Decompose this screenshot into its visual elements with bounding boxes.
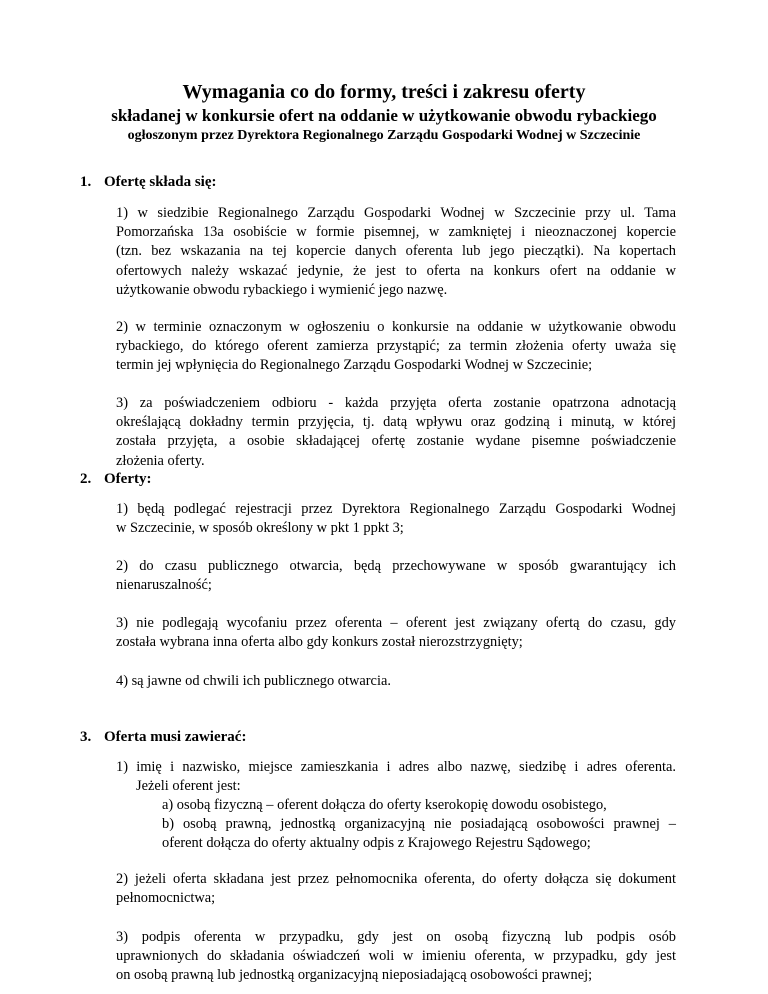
paragraph-line: ofertowych należy wskazać jedynie, że jest to oferta na konkurs ofert na oddanie w — [116, 262, 676, 279]
paragraph-line: 4) są jawne od chwili ich publicznego otwarcia. — [116, 673, 391, 689]
paragraph-line: 1) imię i nazwisko, miejsce zamieszkania i adres albo nazwę, siedzibę i adres oferenta. — [116, 759, 676, 775]
section-2-item-4 — [116, 672, 676, 691]
document-title: Wymagania co do formy, treści i zakresu oferty — [182, 81, 586, 103]
paragraph-subline: b) osobą prawną, jednostką organizacyjną nie posiadającą osobowości prawnej – — [162, 816, 676, 832]
paragraph-line: 3) za poświadczeniem odbioru - każda przyjęta oferta zostanie opatrzona adnotacją — [116, 395, 676, 411]
paragraph-line: Pomorzańska 13a osobiście w formie pisemnej, w zamkniętej i nieoznaczonej kopercie — [116, 224, 676, 241]
section-number: 1. — [80, 174, 92, 190]
paragraph-line: użytkowanie obwodu rybackiego i wymienić jego nazwę. — [116, 281, 448, 298]
section-title: Oferta musi zawierać: — [104, 729, 247, 745]
document-issuer-line: ogłoszonym przez Dyrektora Regionalnego Zarządu Gospodarki Wodnej w Szczecinie — [127, 128, 641, 143]
section-2-item-3 — [116, 614, 676, 652]
paragraph-line: rybackiego, do którego oferent zamierza przystąpić; za termin złożenia oferty uważa się — [116, 338, 676, 355]
section-3-item-2 — [116, 870, 676, 908]
section-2-item-2 — [116, 557, 676, 595]
paragraph-line: termin jej wpłynięcia do Regionalnego Zarządu Gospodarki Wodnej w Szczecinie; — [116, 357, 593, 374]
paragraph-line: została przyjęta, a osobie składającej ofertę zostanie wydane pisemne poświadczenie — [116, 433, 676, 450]
paragraph-line: (tzn. bez wskazania na tej kopercie danych oferenta lub jego pieczątki). Na kopertach — [116, 243, 676, 260]
paragraph-line: uprawnionych do składania oświadczeń woli w imieniu oferenta, w przypadku, gdy jest — [116, 948, 676, 965]
section-number: 3. — [80, 729, 92, 745]
paragraph-subline: a) osobą fizyczną – oferent dołącza do oferty kserokopię dowodu osobistego, — [162, 797, 607, 813]
paragraph-line: złożenia oferty. — [116, 452, 205, 469]
paragraph-line: 3) nie podlegają wycofaniu przez oferenta – oferent jest związany ofertą do czasu, gdy — [116, 615, 676, 631]
paragraph-subline: Jeżeli oferent jest: — [136, 778, 241, 794]
paragraph-line: 2) do czasu publicznego otwarcia, będą przechowywane w sposób gwarantujący ich — [116, 558, 676, 574]
section-3-item-1 — [116, 758, 676, 777]
section-3-item-3 — [116, 928, 676, 986]
section-2-item-1 — [116, 500, 676, 538]
paragraph-line: pełnomocnictwa; — [116, 890, 216, 907]
section-1-item-3 — [116, 394, 676, 471]
section-1-item-2 — [116, 318, 676, 376]
paragraph-line: w Szczecinie, w sposób określony w pkt 1 ppkt 3; — [116, 520, 404, 537]
section-number: 2. — [80, 471, 92, 487]
paragraph-line: 2) w terminie oznaczonym w ogłoszeniu o konkursie na oddanie w użytkowanie obwodu — [116, 319, 676, 335]
paragraph-line: 1) w siedzibie Regionalnego Zarządu Gospodarki Wodnej w Szczecinie przy ul. Tama — [116, 205, 676, 221]
section-title: Ofertę składa się: — [104, 174, 217, 190]
paragraph-line: on osobą prawną lub jednostką organizacyjną nieposiadającą osobowości prawnej; — [116, 967, 593, 984]
paragraph-line: została wybrana inna oferta albo gdy konkurs został nierozstrzygnięty; — [116, 634, 523, 651]
paragraph-line: nienaruszalność; — [116, 577, 212, 594]
paragraph-line: 3) podpis oferenta w przypadku, gdy jest on osobą fizyczną lub podpis osób — [116, 929, 676, 945]
paragraph-subline: oferent dołącza do oferty aktualny odpis z Krajowego Rejestru Sądowego; — [162, 835, 591, 851]
paragraph-line: 1) będą podlegać rejestracji przez Dyrektora Regionalnego Zarządu Gospodarki Wodnej — [116, 501, 676, 517]
section-1-item-1 — [116, 204, 676, 300]
document-subtitle: składanej w konkursie ofert na oddanie w użytkowanie obwodu rybackiego — [111, 106, 657, 125]
paragraph-line: określającą dokładny termin przyjęcia, tj. datą wpływu oraz godziną i minutą, w której — [116, 414, 676, 431]
paragraph-line: 2) jeżeli oferta składana jest przez pełnomocnika oferenta, do oferty dołącza się dokument — [116, 871, 676, 887]
section-title: Oferty: — [104, 471, 152, 487]
